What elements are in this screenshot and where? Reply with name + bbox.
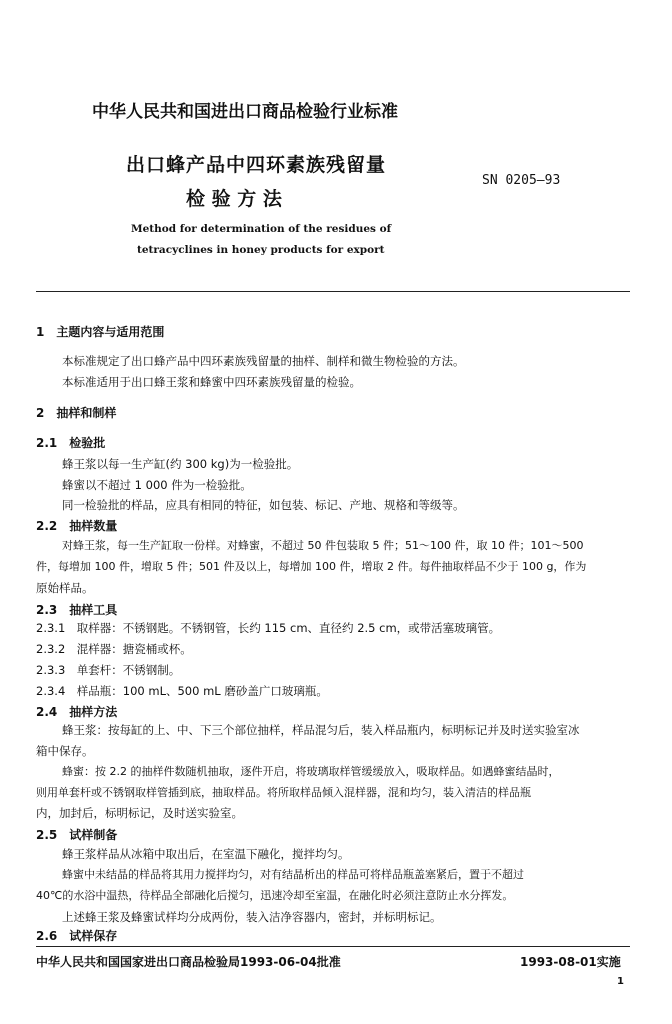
section-2-2-paragraph-line: 原始样品。 [36,581,94,595]
document-title: 出口蜂产品中四环素族残留量 [126,154,387,176]
document-subtitle: 检 验 方 法 [186,188,282,210]
footer-divider [36,946,630,947]
section-2-1-paragraph: 蜂蜜以不超过 1 000 件为一检验批。 [62,478,252,492]
section-2-5-paragraph: 蜂王浆样品从冰箱中取出后，在室温下融化，搅拌均匀。 [62,847,350,861]
section-2-3-2-item: 2.3.2 混样器：搪瓷桶或杯。 [36,642,192,656]
section-2-2-paragraph-line: 件，每增加 100 件，增取 5 件；501 件及以上，每增加 100 件，增取 2 件。每件抽取样品不少于 100 g，作为 [36,560,587,573]
section-2-4-paragraph-line: 蜂王浆：按每缸的上、中、下三个部位抽样，样品混匀后，装入样品瓶内，标明标记并及时送实验室冰 [62,723,580,737]
section-2-3-3-item: 2.3.3 单套杆：不锈钢制。 [36,663,181,677]
page-number: 1 [617,976,624,987]
section-2-heading: 2 抽样和制样 [36,406,117,420]
section-2-3-4-item: 2.3.4 样品瓶：100 mL、500 mL 磨砂盖广口玻璃瓶。 [36,684,328,698]
header-divider [36,291,630,292]
section-2-4-paragraph-line: 则用单套杆或不锈钢取样管插到底，抽取样品。将所取样品倾入混样器，混和均匀，装入清洁的样品瓶 [36,786,531,799]
section-2-2-paragraph-line: 对蜂王浆，每一生产缸取一份样。对蜂蜜，不超过 50 件包装取 5 件；51～100 件，取 10 件；101～500 [62,539,584,552]
section-2-3-1-item: 2.3.1 取样器：不锈钢匙。不锈钢管，长约 115 cm、直径约 2.5 cm，或带活塞玻璃管。 [36,621,501,635]
section-1-paragraph: 本标准适用于出口蜂王浆和蜂蜜中四环素族残留量的检验。 [62,375,361,389]
section-2-5-heading: 2.5 试样制备 [36,828,118,842]
standard-number: SN 0205—93 [482,173,561,188]
section-2-6-heading: 2.6 试样保存 [36,929,118,943]
section-2-4-paragraph-line: 内，加封后，标明标记，及时送实验室。 [36,806,243,820]
section-2-4-paragraph-line: 箱中保存。 [36,744,94,758]
section-2-4-paragraph-line: 蜂蜜：按 2.2 的抽样件数随机抽取，逐件开启，将玻璃取样管缓缓放入，吸取样品。如遇蜂蜜结晶时， [62,765,560,778]
section-2-1-paragraph: 同一检验批的样品，应具有相同的特征，如包装、标记、产地、规格和等级等。 [62,498,465,512]
approval-line: 中华人民共和国国家进出口商品检验局1993-06-04批准 [36,955,341,969]
section-2-1-heading: 2.1 检验批 [36,436,106,450]
section-2-2-heading: 2.2 抽样数量 [36,519,118,533]
section-2-1-paragraph: 蜂王浆以每一生产缸(约 300 kg)为一检验批。 [62,457,299,471]
agency-standard-heading: 中华人民共和国进出口商品检验行业标准 [92,102,398,122]
section-1-paragraph: 本标准规定了出口蜂产品中四环素族残留量的抽样、制样和微生物检验的方法。 [62,354,465,368]
section-2-5-paragraph-line: 蜂蜜中未结晶的样品将其用力搅拌均匀，对有结晶析出的样品可将样品瓶盖塞紧后，置于不超过 [62,868,524,881]
english-title-line2: tetracyclines in honey products for export [137,244,385,256]
section-2-5-paragraph-line: 40℃的水浴中温热，待样品全部融化后搅匀，迅速冷却至室温，在融化时必须注意防止水分挥发。 [36,889,514,902]
implementation-date: 1993-08-01实施 [520,955,621,969]
english-title-line1: Method for determination of the residues of [131,223,392,235]
section-2-4-heading: 2.4 抽样方法 [36,705,118,719]
section-1-heading: 1 主题内容与适用范围 [36,325,165,339]
section-2-3-heading: 2.3 抽样工具 [36,603,118,617]
section-2-5-paragraph: 上述蜂王浆及蜂蜜试样均分成两份，装入洁净容器内，密封，并标明标记。 [62,910,442,924]
